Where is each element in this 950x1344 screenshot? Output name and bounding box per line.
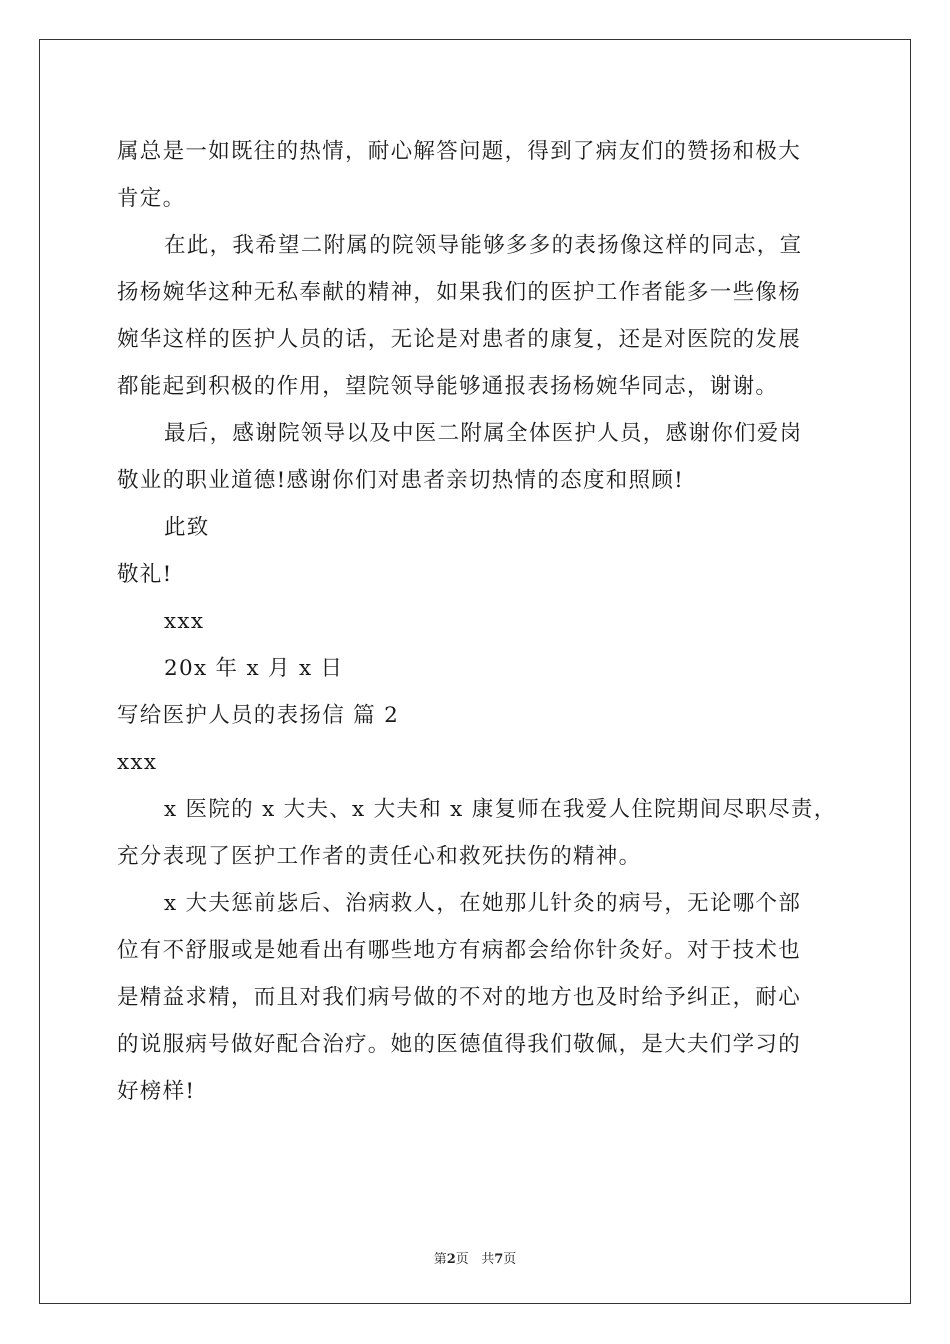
text-line: 都能起到积极的作用，望院领导能够通报表扬杨婉华同志，谢谢。 [117,374,779,399]
total-suffix: 页 [503,1252,517,1267]
text-line: 属总是一如既往的热情，耐心解答问题，得到了病友们的赞扬和极大 [117,139,802,164]
text-line: 最后，感谢院领导以及中医二附属全体医护人员，感谢你们爱岗 [164,421,803,446]
text-line: 肯定。 [117,186,186,211]
text-line: 在此，我希望二附属的院领导能够多多的表扬像这样的同志，宣 [164,233,803,258]
total-prefix: 共 [481,1252,495,1267]
text-line: 敬业的职业道德!感谢你们对患者亲切热情的态度和照顾! [117,468,685,493]
section-heading: 写给医护人员的表扬信 篇 2 [117,703,400,728]
text-line: 婉华这样的医护人员的话，无论是对患者的康复，还是对医院的发展 [117,327,802,352]
page-prefix: 第 [433,1252,447,1267]
text-line: 充分表现了医护工作者的责任心和救死扶伤的精神。 [117,844,642,869]
closing-regards: 敬礼! [117,562,173,587]
text-line: 的说服病号做好配合治疗。她的医德值得我们敬佩，是大夫们学习的 [117,1032,802,1057]
date-line: 20x 年 x 月 x 日 [164,656,344,681]
page-current: 2 [446,1252,456,1267]
text-line: 是精益求精，而且对我们病号做的不对的地方也及时给予纠正，耐心 [117,985,802,1010]
page-suffix: 页 [455,1252,469,1267]
text-line: x 医院的 x 大夫、x 大夫和 x 康复师在我爱人住院期间尽职尽责， [164,797,837,822]
page-total: 7 [494,1252,504,1267]
text-line: 好榜样! [117,1079,196,1104]
signature: xxx [164,609,205,634]
page-footer [0,1248,950,1267]
recipient-line: xxx [117,750,158,775]
text-line: 位有不舒服或是她看出有哪些地方有病都会给你针灸好。对于技术也 [117,938,802,963]
document-body [117,128,837,1115]
text-line: x 大夫惩前毖后、治病救人，在她那儿针灸的病号，无论哪个部 [164,891,802,916]
text-line: 扬杨婉华这种无私奉献的精神，如果我们的医护工作者能多一些像杨 [117,280,802,305]
closing-salutation: 此致 [164,515,210,540]
